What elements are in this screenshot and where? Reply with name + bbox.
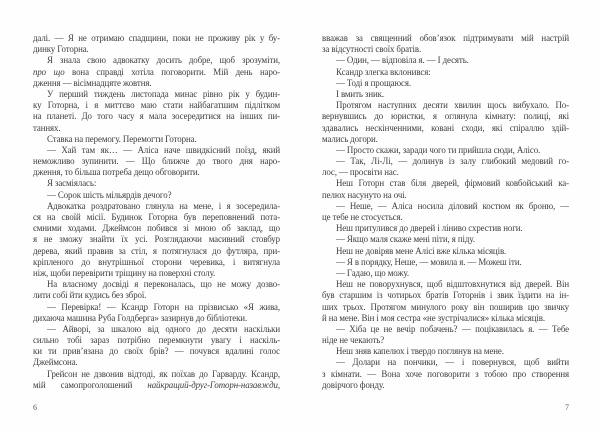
text-line: [33, 167, 280, 178]
text-segment: І вмить зник.: [336, 88, 384, 99]
text-segment: вважав за священний обов’язок підтримувати мій настрій: [322, 33, 569, 43]
text-segment: Джеймсона.: [33, 357, 78, 368]
text-line: [322, 178, 569, 189]
text-segment: Неш не поворухнувся, щоб відштовхнутися від дверей. Він: [336, 279, 569, 290]
text-segment: далі. — Я не отримаю спадщини, поки не проживу рік у бу-: [33, 33, 280, 43]
text-segment: за відсутності своїх братів.: [322, 44, 422, 55]
text-line: [33, 67, 280, 78]
book-page-right: [322, 33, 569, 432]
text-line: [33, 201, 280, 212]
text-segment: Неш притулився до дверей і ліниво схрестив ноги.: [336, 223, 523, 234]
text-line: [322, 100, 569, 111]
text-segment: ніж, щоби перевірити тріщину на поверхні столу.: [33, 267, 216, 278]
text-line: [322, 89, 569, 100]
text-segment: дерева, який правив за стіл, я потягнулася до футляра, при-: [33, 245, 280, 256]
text-line: [33, 290, 280, 301]
text-segment: мались догори.: [322, 133, 378, 144]
text-segment: пелюх насунуто на очі.: [322, 189, 407, 200]
text-segment: дження, то більша потреба дещо обговорити.: [33, 167, 200, 178]
text-line: [33, 134, 280, 145]
text-line: [322, 212, 569, 223]
text-line: [322, 123, 569, 134]
text-line: [322, 290, 569, 301]
text-line: [322, 335, 569, 346]
text-line: [322, 279, 569, 290]
text-segment: таннях.: [33, 122, 61, 133]
text-segment: — Я в порядку, Неше, — мовила я. — Можеш іти.: [336, 256, 522, 267]
text-line: [322, 156, 569, 167]
text-segment: — Сорок шість мільярдів дечого?: [47, 189, 172, 200]
text-line: [322, 346, 569, 357]
text-line: [322, 246, 569, 257]
text-line: [33, 78, 280, 89]
text-line: [322, 357, 569, 368]
text-segment: на планеті. До того часу я мала зосередитися на інших пи-: [33, 111, 280, 122]
italic-text-segment: про що: [33, 66, 65, 77]
text-segment: Ставка на перемогу. Перемогти Готорна.: [47, 133, 197, 144]
text-segment: Я засміялась:: [47, 178, 97, 189]
text-line: [322, 234, 569, 245]
text-line: [322, 302, 569, 313]
text-line: [322, 167, 569, 178]
text-line: [33, 178, 280, 189]
text-line: [33, 123, 280, 134]
text-line: [322, 67, 569, 78]
text-segment: — Перевірка! — Ксандр Готорн на прізвисько «Я жива,: [47, 301, 280, 312]
text-segment: вона справді хотіла поговорити. Мій день наро-: [64, 66, 280, 77]
text-segment: У перший тиждень листопада минає рівно рік у будин-: [47, 88, 280, 99]
text-segment: це тебе не стосується.: [322, 212, 403, 222]
text-segment: дження — вісімнадцяте жовтня.: [33, 77, 152, 88]
text-line: [33, 234, 280, 245]
text-line: [322, 55, 569, 66]
text-line: [33, 369, 280, 380]
text-segment: динку Готорна.: [33, 44, 89, 55]
page-number: 6: [33, 403, 37, 412]
text-line: [33, 145, 280, 156]
text-line: [33, 190, 280, 201]
text-segment: сильно тобі зараз потрібно перемкнути увагу і наскіль-: [33, 335, 280, 346]
text-line: [322, 257, 569, 268]
text-segment: Протягом наступних десяти хвилин щось вибухало. По-: [336, 100, 569, 111]
text-line: [33, 257, 280, 268]
text-line: [33, 44, 280, 55]
text-segment: Ксандр злегка вклонився:: [336, 66, 431, 77]
italic-text-segment: найкращий-друг-Готорн-назавжди,: [147, 379, 280, 390]
text-line: [33, 89, 280, 100]
text-line: [322, 44, 569, 55]
text-segment: ших трьох. Протягом минулого року він поширив цю звичку: [322, 301, 569, 312]
text-line: [33, 279, 280, 290]
text-line: [33, 346, 280, 357]
text-segment: лити собі йти кудись без зброї.: [33, 290, 147, 301]
text-line: [322, 134, 569, 145]
text-segment: кріпленого до внутрішньої сторони черевика, і витягнула: [33, 256, 280, 267]
text-line: [322, 380, 569, 391]
text-segment: — Просто скажи, заради чого ти прийшла сюди, Алісо.: [336, 144, 541, 155]
text-segment: ємними ходами. Джеймсон побився зі мною об заклад, що: [33, 223, 280, 234]
text-line: [322, 324, 569, 335]
book-page-left: [33, 33, 280, 432]
text-line: [33, 55, 280, 66]
text-line: [33, 33, 280, 44]
text-line: [322, 223, 569, 234]
text-segment: — Так, Лі-Лі, — долинув із залу глибокий медовий го-: [336, 156, 569, 167]
text-segment: я не зможу знайти їх усі. Розглядаючи масивний стовбур: [33, 234, 280, 245]
text-segment: Неш зняв капелюх і твердо поглянув на мене.: [336, 346, 504, 357]
text-segment: — Якщо маля скаже мені піти, я піду.: [336, 234, 475, 245]
text-line: [322, 111, 569, 122]
text-segment: — Долари на пончики, — і повернувся, щоб вийти: [336, 357, 569, 368]
text-segment: ки ти прив’язана до своїх брів? — почувся вдалині голос: [33, 346, 280, 357]
text-segment: мій самопроголошений: [33, 379, 148, 390]
text-line: [33, 268, 280, 279]
text-line: [33, 111, 280, 122]
text-line: [33, 324, 280, 335]
text-line: [322, 145, 569, 156]
text-line: [322, 268, 569, 279]
text-line: [33, 302, 280, 313]
text-segment: ніде не чекають?: [322, 335, 385, 346]
page-text-block: [33, 33, 280, 391]
text-line: [33, 156, 280, 167]
text-segment: ся на своїй місії. Будинок Готорна був переповнений пота-: [33, 212, 280, 222]
text-segment: — Хіба це не вечір побачень? — поцікавилась я. — Тебе: [336, 323, 569, 334]
text-segment: з кімнати. — Вона хоче поговорити з тобою про створення: [322, 368, 569, 379]
text-segment: й на мене. Він і моя сестра «не зустрічалися» кілька місяців.: [322, 312, 545, 323]
text-segment: ку Готорна, і я миттєво маю стати найбагатшим підлітком: [33, 100, 280, 111]
text-segment: Неш Готорн став біля дверей, фірмовий ковбойський ка-: [336, 178, 569, 189]
text-segment: Грейсон не дзвонив відтоді, як поїхав до Гарварду. Ксандр,: [47, 368, 280, 379]
text-line: [322, 33, 569, 44]
text-line: [33, 246, 280, 257]
text-line: [33, 313, 280, 324]
text-line: [33, 335, 280, 346]
text-segment: — Один, — відповіла я. — І десять.: [336, 55, 469, 66]
page-text-block: [322, 33, 569, 391]
text-segment: Адвокатка роздратовано глянула на мене, і я зосередила-: [47, 200, 280, 211]
text-line: [322, 78, 569, 89]
text-segment: був старшим із чотирьох братів Готорнів і звик їздити на ін-: [322, 290, 569, 301]
text-segment: дихаюча машина Руба Голдберга» зазирнув до бібліотеки.: [33, 312, 248, 323]
text-segment: Неш не довіряв мене Алісі вже кілька місяців.: [336, 245, 507, 256]
text-line: [33, 223, 280, 234]
text-segment: — Тоді я прощаюся.: [336, 77, 411, 88]
text-segment: — Гадаю, що можу.: [336, 267, 409, 278]
text-line: [33, 357, 280, 368]
text-segment: лос, — просвіти нас.: [322, 167, 399, 178]
text-line: [322, 201, 569, 212]
text-segment: довірчого фонду.: [322, 379, 385, 390]
text-segment: здавались нескінченними, ковані сходи, які спіраллю здій-: [322, 122, 569, 133]
text-segment: неможливо зупинити. — Що ближче до твого дня наро-: [33, 156, 280, 167]
text-line: [322, 313, 569, 324]
text-line: [33, 380, 280, 391]
text-segment: На власному досвіді я переконалась, що не можу дозво-: [47, 279, 280, 290]
text-line: [322, 190, 569, 201]
text-segment: — Неше, — Аліса носила діловий костюм як броню, —: [336, 200, 569, 211]
text-line: [33, 212, 280, 223]
text-segment: — Хай там як… — Аліса наче швидкісний поїзд, який: [47, 144, 280, 155]
text-line: [33, 100, 280, 111]
text-segment: Я знала свою адвокатку досить добре, щоб зрозуміти,: [47, 55, 280, 66]
text-segment: — Айворі, за шкалою від одного до десяти наскільки: [47, 323, 280, 334]
text-segment: вернувшись до юристки, я оглянула кімнату: полиці, які: [322, 111, 569, 122]
page-number: 7: [565, 403, 569, 412]
text-line: [322, 369, 569, 380]
